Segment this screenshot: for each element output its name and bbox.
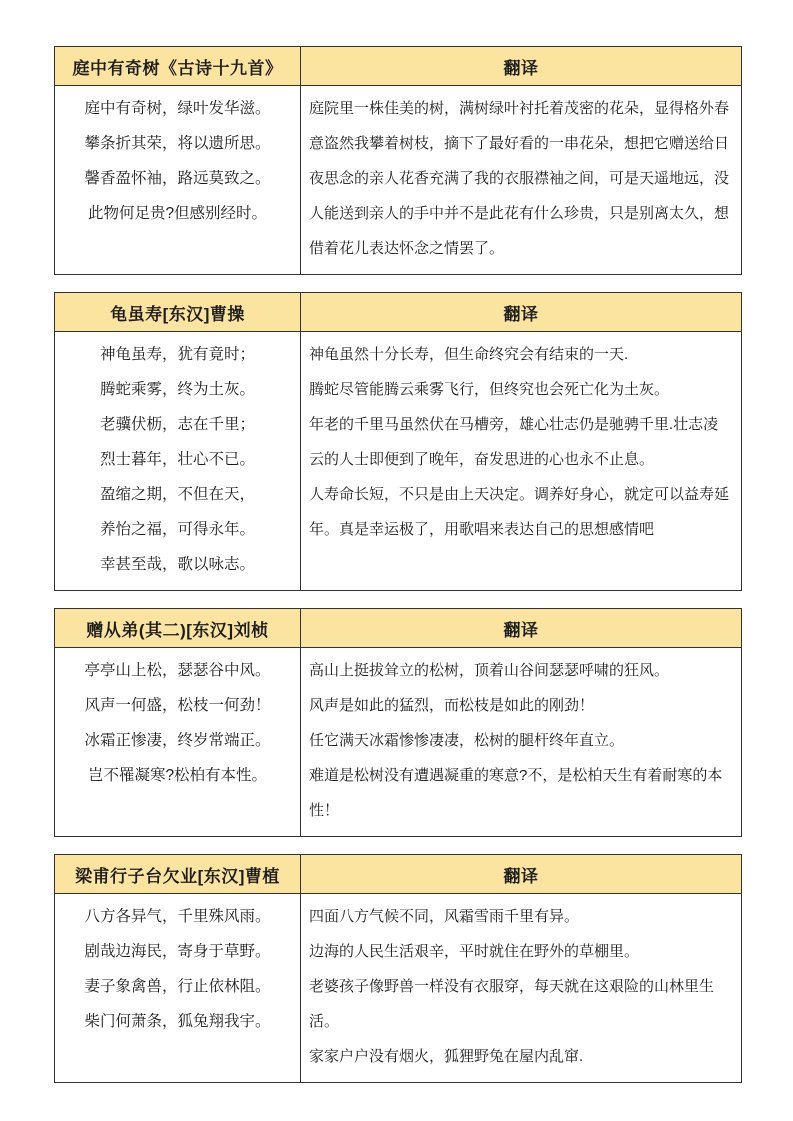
translation-line: 庭院里一株佳美的树，满树绿叶衬托着茂密的花朵，显得格外春 — [309, 100, 730, 117]
translation-line: 人寿命长短，不只是由上天决定。调养好身心，就定可以益寿延 — [309, 486, 730, 503]
poem-line: 妻子象禽兽，行止依林阻。 — [84, 978, 271, 995]
translation-text-cell — [301, 86, 742, 275]
poem-line: 亭亭山上松，瑟瑟谷中风。 — [84, 662, 271, 679]
translation-line: 边海的人民生活艰辛，平时就住在野外的草棚里。 — [309, 943, 640, 960]
poem-text-cell — [55, 332, 301, 591]
poem-translation-table — [54, 292, 742, 591]
table-header-row — [55, 609, 742, 648]
translation-line: 性！ — [309, 802, 340, 819]
translation-line: 活。 — [309, 1013, 340, 1030]
translation-line: 老婆孩子像野兽一样没有衣服穿，每天就在这艰险的山林里生 — [309, 978, 715, 995]
translation-line: 年。真是幸运极了，用歌唱来表达自己的思想感情吧 — [309, 521, 655, 538]
poem-line: 柴门何萧条，狐兔翔我宇。 — [84, 1013, 271, 1030]
translation-column-header: 翻译 — [301, 47, 742, 86]
poem-line: 庭中有奇树，绿叶发华滋。 — [84, 100, 271, 117]
translation-line: 云的人士即便到了晚年，奋发思进的心也永不止息。 — [309, 451, 655, 468]
poem-line: 八方各异气，千里殊风雨。 — [84, 908, 271, 925]
poem-translation-table — [54, 608, 742, 837]
translation-line: 夜思念的亲人花香充满了我的衣服襟袖之间，可是天遥地远，没 — [309, 170, 730, 187]
translation-line: 腾蛇尽管能腾云乘雾飞行，但终究也会死亡化为土灰。 — [309, 381, 670, 398]
translation-line: 难道是松树没有遭遇凝重的寒意?不，是松柏天生有着耐寒的本 — [309, 767, 723, 784]
table-header-row — [55, 47, 742, 86]
poem-text-cell — [55, 648, 301, 837]
poem-line: 盈缩之期，不但在天， — [99, 486, 255, 503]
poem-title: 庭中有奇树《古诗十九首》 — [55, 47, 301, 86]
translation-line: 人能送到亲人的手中并不是此花有什么珍贵，只是别离太久，想 — [309, 205, 730, 222]
translation-text-cell — [301, 648, 742, 837]
translation-line: 任它满天冰霜惨惨凄凄，松树的腿杆终年直立。 — [309, 732, 625, 749]
translation-column-header: 翻译 — [301, 293, 742, 332]
poem-line: 幸甚至哉，歌以咏志。 — [99, 556, 255, 573]
translation-line: 家家户户没有烟火，狐狸野兔在屋内乱窜. — [309, 1048, 584, 1065]
poem-text-cell — [55, 86, 301, 275]
poem-line: 烈士暮年，壮心不已。 — [99, 451, 255, 468]
poem-title: 梁甫行子台欠业[东汉]曹植 — [55, 855, 301, 894]
table-body-row — [55, 894, 742, 1083]
poem-line: 剧哉边海民，寄身于草野。 — [84, 943, 271, 960]
translation-line: 借着花儿表达怀念之情罢了。 — [309, 240, 505, 257]
table-body-row — [55, 332, 742, 591]
translation-line: 四面八方气候不同，风霜雪雨千里有异。 — [309, 908, 580, 925]
table-header-row — [55, 855, 742, 894]
poem-line: 攀条折其荣，将以遗所思。 — [84, 135, 271, 152]
table-body-row — [55, 648, 742, 837]
poem-title: 赠从弟(其二)[东汉]刘桢 — [55, 609, 301, 648]
poem-translation-table — [54, 854, 742, 1083]
poem-line: 冰霜正惨凄，终岁常端正。 — [84, 732, 271, 749]
poem-line: 腾蛇乘雾，终为土灰。 — [99, 381, 255, 398]
table-header-row — [55, 293, 742, 332]
translation-column-header: 翻译 — [301, 609, 742, 648]
translation-column-header: 翻译 — [301, 855, 742, 894]
poem-line: 养怡之福，可得永年。 — [99, 521, 255, 538]
poem-line: 岂不罹凝寒?松柏有本性。 — [87, 767, 268, 784]
table-body-row — [55, 86, 742, 275]
translation-line: 年老的千里马虽然伏在马槽旁，雄心壮志仍是驰骋千里.壮志凌 — [309, 416, 719, 433]
poem-line: 风声一何盛，松枝一何劲！ — [84, 697, 271, 714]
poem-text-cell — [55, 894, 301, 1083]
poem-line: 此物何足贵?但感别经时。 — [87, 205, 268, 222]
translation-text-cell — [301, 332, 742, 591]
translation-line: 高山上挺拔耸立的松树，顶着山谷间瑟瑟呼啸的狂风。 — [309, 662, 670, 679]
translation-line: 神龟虽然十分长寿，但生命终究会有结束的一天. — [309, 346, 629, 363]
poem-line: 神龟虽寿，犹有竟时； — [99, 346, 255, 363]
poem-line: 馨香盈怀袖，路远莫致之。 — [84, 170, 271, 187]
translation-text-cell — [301, 894, 742, 1083]
translation-line: 风声是如此的猛烈，而松枝是如此的刚劲！ — [309, 697, 595, 714]
poem-translation-table — [54, 46, 742, 275]
poem-line: 老骥伏枥，志在千里； — [99, 416, 255, 433]
translation-line: 意盗然我攀着树枝，摘下了最好看的一串花朵，想把它赠送给日 — [309, 135, 730, 152]
poem-title: 龟虽寿[东汉]曹操 — [55, 293, 301, 332]
